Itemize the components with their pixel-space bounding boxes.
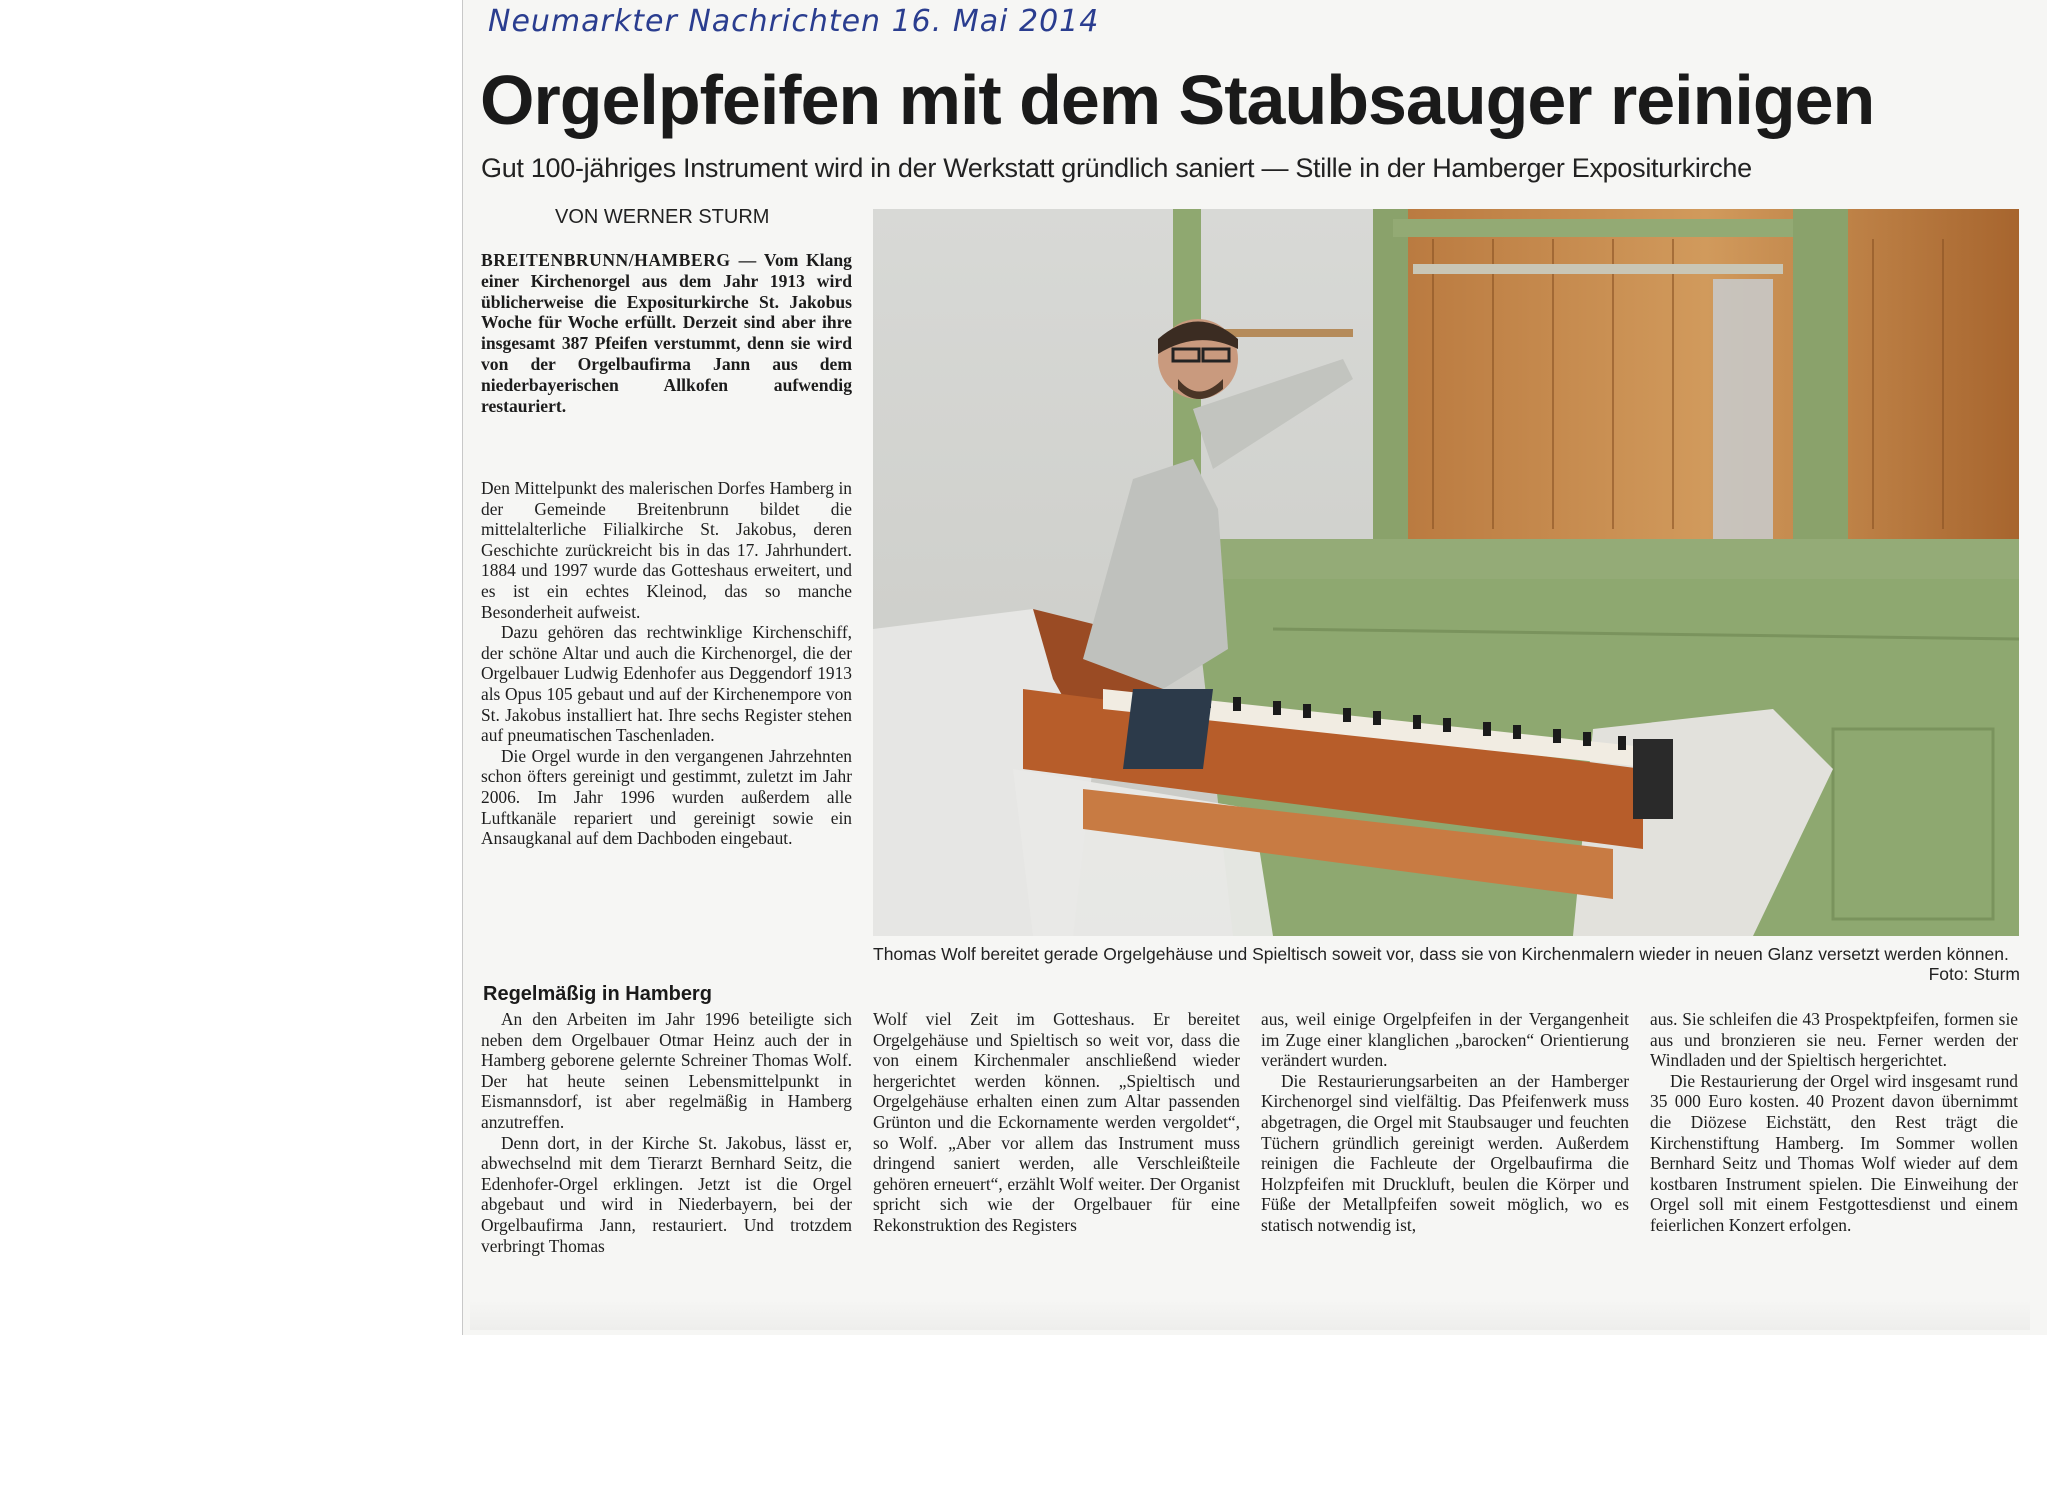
handwritten-source-note: Neumarkter Nachrichten 16. Mai 2014 — [488, 4, 1100, 39]
paragraph: Die Orgel wurde in den vergangenen Jahrzehnten schon öfters gereinigt und gestimmt, zuletzt im Jahr 2006. Im Jahr 1996 wurden außerdem alle Luftkanäle repariert und gereinigt sowie ein Ansaugkanal auf dem Dachboden eingebaut. — [481, 745, 852, 849]
column-3-body — [1261, 1009, 1629, 1236]
paragraph: Die Restaurierung der Orgel wird insgesamt rund 35 000 Euro kosten. 40 Prozent davon übernimmt die Diözese Eichstätt, den Rest trägt die Kirchenstiftung Hamberg. Im Sommer wollen Bernhard Seitz und Thomas Wolf wieder auf dem kostbaren Instrument spielen. Die Einweihung der Orgel soll mit einem Festgottesdienst und einem feierlichen Konzert erfolgen. — [1650, 1070, 2018, 1235]
byline: VON WERNER STURM — [555, 206, 770, 228]
lead-paragraph — [481, 250, 852, 416]
dateline: BREITENBRUNN/HAMBERG — — [481, 250, 757, 270]
lead-text: Vom Klang einer Kirchenorgel aus dem Jahr 1913 wird üblicherweise die Expositurkirche St. Jakobus Woche für Woche erfüllt. Derzeit sind aber ihre insgesamt 387 Pfeifen verstummt, denn sie wird von der Orgelbaufirma Jann aus dem niederbayerischen Allkofen aufwendig restauriert. — [481, 250, 852, 416]
article-headline: Orgelpfeifen mit dem Staubsauger reinigen — [480, 61, 1875, 139]
section-subheading: Regelmäßig in Hamberg — [483, 983, 712, 1005]
photo-caption: Thomas Wolf bereitet gerade Orgelgehäuse und Spieltisch soweit vor, dass sie von Kirchenmalern wieder in neuen Glanz versetzt werden können. — [873, 944, 2009, 964]
column-1-continued — [481, 1009, 852, 1256]
paragraph: Wolf viel Zeit im Gotteshaus. Er bereitet Orgelgehäuse und Spieltisch so weit vor, dass die von einem Kirchenmaler anschließend wieder hergerichtet werden können. „Spieltisch und Orgelgehäuse erhalten einen zum Altar passenden Grünton und die Eckornamente werden vergoldet“, so Wolf. „Aber vor allem das Instrument muss dringend saniert werden, alle Verschleißteile gehören erneuert“, erzählt Wolf weiter. Der Organist spricht sich wie der Orgelbauer für eine Rekonstruktion des Registers — [873, 1009, 1240, 1235]
paragraph: An den Arbeiten im Jahr 1996 beteiligte sich neben dem Orgelbauer Otmar Heinz auch der in Hamberg geborene gelernte Schreiner Thomas Wolf. Der hat heute seinen Lebensmittelpunkt in Eismannsdorf, ist aber regelmäßig in Hamberg anzutreffen. — [481, 1009, 852, 1132]
column-2-body — [873, 1009, 1240, 1236]
paragraph: Den Mittelpunkt des malerischen Dorfes Hamberg in der Gemeinde Breitenbrunn bildet die mittelalterliche Filialkirche St. Jakobus, deren Geschichte zurückreicht bis in das 17. Jahrhundert. 1884 und 1997 wurde das Gotteshaus erweitert, und es ist ein echtes Kleinod, das so manche Besonderheit aufweist. — [481, 478, 852, 622]
column-1-body — [481, 478, 852, 849]
paragraph: aus, weil einige Orgelpfeifen in der Vergangenheit im Zuge einer klanglichen „barocken“ Orientierung verändert wurden. — [1261, 1009, 1629, 1071]
photo-credit: Foto: Sturm — [1928, 964, 2020, 984]
organ-workshop-image — [873, 209, 2019, 936]
column-4-body — [1650, 1009, 2018, 1236]
paragraph: Dazu gehören das rechtwinklige Kirchenschiff, der schöne Altar und auch die Kirchenorgel, die der Orgelbauer Ludwig Edenhofer aus Deggendorf 1913 als Opus 105 gebaut und auf der Kirchenempore von St. Jakobus installiert hat. Ihre sechs Register stehen auf pneumatischen Taschenladen. — [481, 622, 852, 746]
paragraph: Die Restaurierungsarbeiten an der Hamberger Kirchenorgel sind vielfältig. Das Pfeifenwerk muss abgetragen, die Orgel mit Staubsauger und feuchten Tüchern gründlich gereinigt werden. Außerdem reinigen die Fachleute der Orgelbaufirma die Holzpfeifen mit Druckluft, beulen die Körper und Füße der Metallpfeifen soweit möglich, wo es statisch notwendig ist, — [1261, 1070, 1629, 1235]
paragraph: Denn dort, in der Kirche St. Jakobus, lässt er, abwechselnd mit dem Tierarzt Bernhard Seitz, die Edenhofer-Orgel erklingen. Jetzt ist die Orgel abgebaut und wird in Niederbayern, bei der Orgelbaufirma Jann, restauriert. Und trotzdem verbringt Thomas — [481, 1132, 852, 1256]
article-subheadline: Gut 100-jähriges Instrument wird in der Werkstatt gründlich saniert — Stille in der Hamberger Expositurkirche — [481, 153, 1752, 183]
article-photo — [873, 209, 2019, 936]
paragraph: aus. Sie schleifen die 43 Prospektpfeifen, formen sie aus und bronzieren sie neu. Ferner werden der Windladen und der Spieltisch hergerichtet. — [1650, 1009, 2018, 1071]
clipping-edge — [470, 1300, 2030, 1330]
